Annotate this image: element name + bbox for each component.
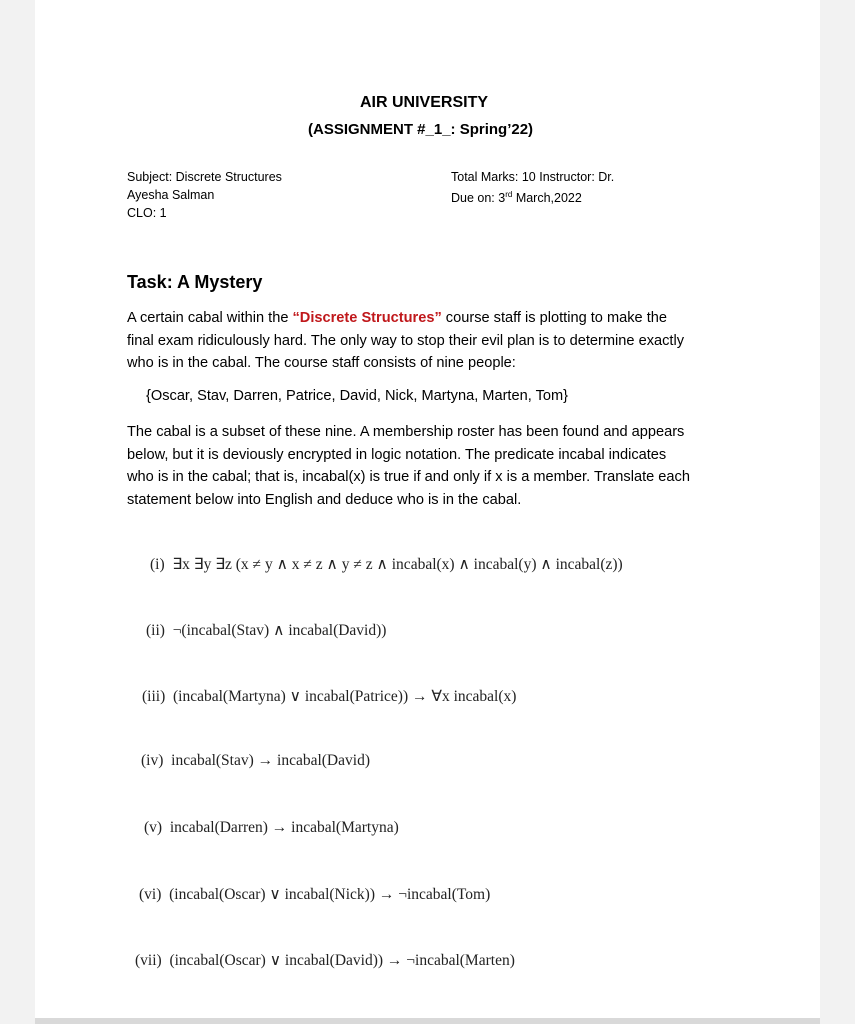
statement-number: (iv) [141, 752, 164, 769]
statement-text: (incabal(Oscar) ∨ incabal(David)) → ¬incabal(Marten) [169, 952, 515, 969]
clo-line: CLO: 1 [127, 206, 167, 220]
university-title: AIR UNIVERSITY [360, 94, 489, 111]
statement-text: (incabal(Oscar) ∨ incabal(Nick)) → ¬incabal(Tom) [169, 886, 491, 903]
page-bottom-edge [35, 1018, 820, 1024]
statement-number: (iii) [142, 688, 166, 705]
statement-iii [142, 687, 516, 706]
due-suffix: March,2022 [512, 191, 582, 206]
statement-vii [135, 951, 515, 970]
statement-number: (ii) [146, 622, 165, 639]
statement-v [144, 819, 399, 837]
statement-vi [139, 885, 490, 904]
due-prefix: Due on: 3 [451, 191, 506, 206]
task-heading: Task: A Mystery [127, 272, 263, 292]
task-paragraph-1 [127, 307, 692, 375]
due-line [451, 186, 614, 207]
course-name-highlight: “Discrete Structures” [292, 310, 442, 326]
statement-iv [141, 752, 370, 770]
p1-after: course staff is plotting to make the final exam ridiculously hard. The only way to stop their evil plan is to determine exactly who is in the cabal. The course staff consists of nine people: [127, 310, 684, 371]
subject-line: Subject: Discrete Structures [127, 170, 282, 184]
p1-before: A certain cabal within the [127, 310, 293, 326]
due-superscript: rd [505, 190, 513, 199]
marks-line: Total Marks: 10 Instructor: Dr. [451, 170, 615, 184]
statement-text: incabal(Darren) → incabal(Martyna) [169, 819, 399, 836]
statement-number: (v) [144, 819, 163, 836]
statement-i [150, 555, 623, 574]
statement-text: incabal(Stav) → incabal(David) [171, 752, 370, 769]
meta-right [451, 168, 614, 207]
statement-number: (i) [150, 556, 165, 573]
statement-number: (vi) [139, 886, 162, 903]
instructor-name: Ayesha Salman [127, 188, 215, 202]
assignment-title: (ASSIGNMENT #_1_: Spring’22) [308, 121, 534, 138]
statement-text: (incabal(Martyna) ∨ incabal(Patrice)) → ∀x incabal(x) [173, 688, 517, 705]
statement-number: (vii) [135, 952, 162, 969]
meta-left [127, 168, 282, 222]
task-paragraph-2: The cabal is a subset of these nine. A membership roster has been found and appears below, but it is deviously encrypted in logic notation. The predicate incabal indicates who is in the cabal; that is, incabal(x) is true if and only if x is a member. Translate each statement below into English and deduce who is in the cabal. [127, 424, 690, 508]
statement-text: ∃x ∃y ∃z (x ≠ y ∧ x ≠ z ∧ y ≠ z ∧ incabal(x) ∧ incabal(y) ∧ incabal(z)) [172, 556, 623, 573]
statement-text: ¬(incabal(Stav) ∧ incabal(David)) [172, 622, 387, 639]
statement-ii [146, 621, 386, 640]
staff-set: {Oscar, Stav, Darren, Patrice, David, Nick, Martyna, Marten, Tom} [146, 388, 569, 404]
